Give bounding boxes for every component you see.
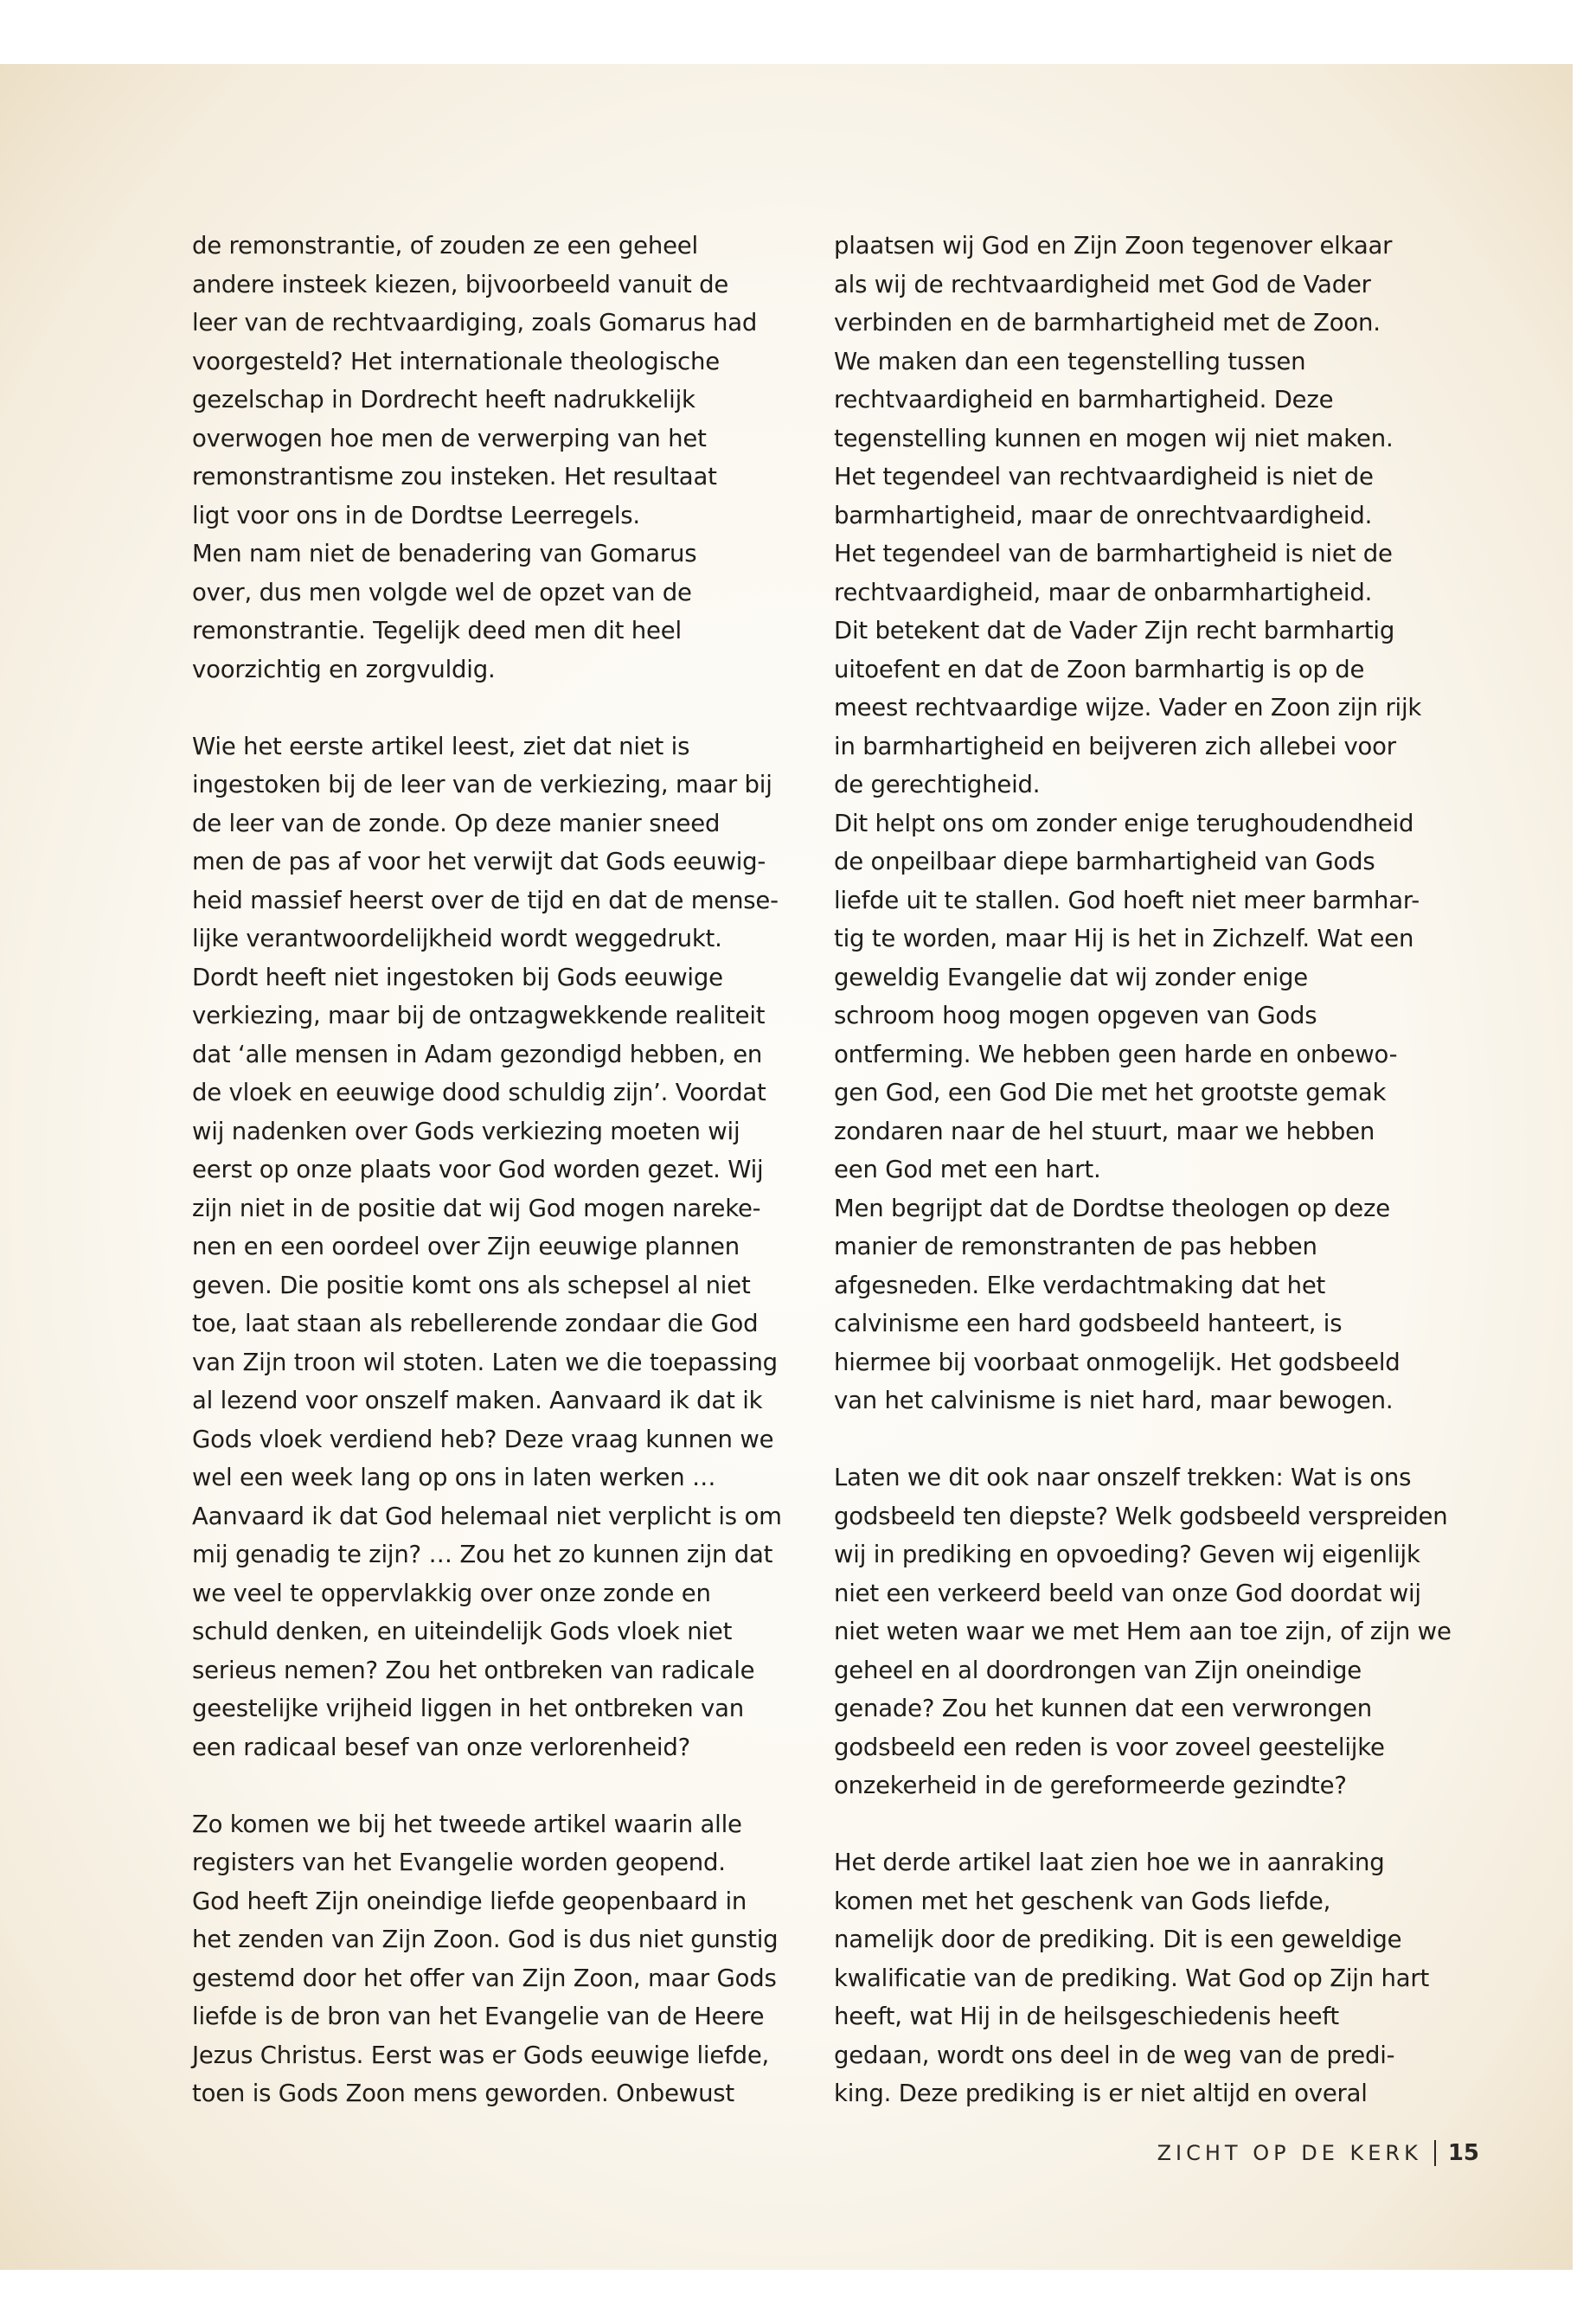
- text-line: Het tegendeel van rechtvaardigheid is niet de: [834, 463, 1374, 490]
- text-line: Gods vloek verdiend heb? Deze vraag kunnen we: [192, 1425, 774, 1453]
- text-line: registers van het Evangelie worden geopend.: [192, 1849, 726, 1876]
- text-line: We maken dan een tegenstelling tussen: [834, 347, 1306, 375]
- text-line: namelijk door de prediking. Dit is een geweldige: [834, 1926, 1402, 1953]
- text-line: schuld denken, en uiteindelijk Gods vloek niet: [192, 1618, 733, 1645]
- text-line: serieus nemen? Zou het ontbreken van radicale: [192, 1656, 755, 1684]
- text-line: onzekerheid in de gereformeerde gezindte?: [834, 1772, 1347, 1799]
- text-line: plaatsen wij God en Zijn Zoon tegenover elkaar: [834, 232, 1393, 260]
- text-line: meest rechtvaardige wijze. Vader en Zoon zijn rijk: [834, 694, 1422, 721]
- text-line: Dit betekent dat de Vader Zijn recht barmhartig: [834, 617, 1395, 644]
- text-line: hiermee bij voorbaat onmogelijk. Het godsbeeld: [834, 1348, 1401, 1376]
- text-line: wij in prediking en opvoeding? Geven wij eigenlijk: [834, 1541, 1420, 1568]
- text-line: toen is Gods Zoon mens geworden. Onbewust: [192, 2080, 735, 2107]
- text-line: het zenden van Zijn Zoon. God is dus niet gunstig: [192, 1926, 779, 1953]
- text-line: ligt voor ons in de Dordtse Leerregels.: [192, 501, 640, 529]
- text-line: Zo komen we bij het tweede artikel waarin alle: [192, 1810, 742, 1838]
- text-line: zijn niet in de positie dat wij God mogen nareke-: [192, 1194, 761, 1222]
- text-line: niet een verkeerd beeld van onze God doordat wij: [834, 1579, 1421, 1607]
- text-line: een radicaal besef van onze verlorenheid?: [192, 1733, 691, 1761]
- text-line: de leer van de zonde. Op deze manier sneed: [192, 809, 721, 837]
- text-line: een God met een hart.: [834, 1156, 1101, 1183]
- text-line: Het tegendeel van de barmhartigheid is niet de: [834, 540, 1393, 567]
- paragraph: [192, 227, 798, 689]
- text-line: God heeft Zijn oneindige liefde geopenbaard in: [192, 1887, 747, 1915]
- text-line: afgesneden. Elke verdachtmaking dat het: [834, 1271, 1326, 1299]
- text-line: geven. Die positie komt ons als schepsel al niet: [192, 1271, 751, 1299]
- page-sheet: [0, 64, 1573, 2270]
- text-line: mij genadig te zijn? … Zou het zo kunnen zijn dat: [192, 1541, 773, 1568]
- text-line: Aanvaard ik dat God helemaal niet verplicht is om: [192, 1502, 782, 1530]
- publication-title: ZICHT OP DE KERK: [1157, 2141, 1422, 2165]
- text-line: Jezus Christus. Eerst was er Gods eeuwige liefde,: [192, 2041, 770, 2069]
- text-line: Dordt heeft niet ingestoken bij Gods eeuwige: [192, 963, 723, 991]
- page-footer: [1157, 2140, 1479, 2166]
- text-line: van Zijn troon wil stoten. Laten we die toepassing: [192, 1348, 778, 1376]
- text-line: men de pas af voor het verwijt dat Gods eeuwig-: [192, 848, 766, 875]
- paragraph: [192, 1805, 798, 2113]
- text-line: liefde is de bron van het Evangelie van de Heere: [192, 2003, 765, 2030]
- text-line: ontferming. We hebben geen harde en onbewo-: [834, 1040, 1398, 1068]
- text-line: de gerechtigheid.: [834, 771, 1041, 798]
- text-line: tegenstelling kunnen en mogen wij niet maken.: [834, 424, 1394, 452]
- text-line: heeft, wat Hij in de heilsgeschiedenis heeft: [834, 2003, 1339, 2030]
- text-line: niet weten waar we met Hem aan toe zijn, of zijn we: [834, 1618, 1452, 1645]
- text-line: nen en een oordeel over Zijn eeuwige plannen: [192, 1233, 740, 1260]
- text-line: gedaan, wordt ons deel in de weg van de predi-: [834, 2041, 1395, 2069]
- text-line: heid massief heerst over de tijd en dat de mense-: [192, 886, 779, 914]
- text-line: remonstrantie. Tegelijk deed men dit heel: [192, 617, 682, 644]
- text-line: van het calvinisme is niet hard, maar bewogen.: [834, 1387, 1394, 1414]
- paragraph: [834, 1843, 1439, 2113]
- text-line: remonstrantisme zou insteken. Het resultaat: [192, 463, 717, 490]
- text-line: genade? Zou het kunnen dat een verwrongen: [834, 1695, 1372, 1722]
- text-line: komen met het geschenk van Gods liefde,: [834, 1887, 1331, 1915]
- text-line: verkiezing, maar bij de ontzagwekkende realiteit: [192, 1002, 766, 1029]
- text-line: over, dus men volgde wel de opzet van de: [192, 578, 692, 606]
- text-line: voorzichtig en zorgvuldig.: [192, 655, 496, 683]
- text-line: gezelschap in Dordrecht heeft nadrukkelijk: [192, 386, 695, 413]
- text-line: overwogen hoe men de verwerping van het: [192, 424, 707, 452]
- text-line: toe, laat staan als rebellerende zondaar die God: [192, 1310, 759, 1337]
- page-number: 15: [1447, 2140, 1479, 2166]
- text-line: wel een week lang op ons in laten werken …: [192, 1464, 716, 1491]
- text-line: calvinisme een hard godsbeeld hanteert, is: [834, 1310, 1343, 1337]
- left-text-column: [192, 227, 798, 2151]
- text-line: godsbeeld een reden is voor zoveel geestelijke: [834, 1733, 1385, 1761]
- text-line: geweldig Evangelie dat wij zonder enige: [834, 963, 1308, 991]
- text-line: barmhartigheid, maar de onrechtvaardigheid.: [834, 501, 1373, 529]
- text-line: dat ‘alle mensen in Adam gezondigd hebben, en: [192, 1040, 763, 1068]
- text-line: geestelijke vrijheid liggen in het ontbreken van: [192, 1695, 744, 1722]
- text-line: king. Deze prediking is er niet altijd en overal: [834, 2080, 1368, 2107]
- text-line: rechtvaardigheid en barmhartigheid. Deze: [834, 386, 1334, 413]
- text-line: Dit helpt ons om zonder enige terughoudendheid: [834, 809, 1414, 837]
- text-line: eerst op onze plaats voor God worden gezet. Wij: [192, 1156, 764, 1183]
- footer-divider: [1434, 2140, 1436, 2166]
- paragraph: [834, 227, 1439, 1420]
- text-line: manier de remonstranten de pas hebben: [834, 1233, 1317, 1260]
- text-line: de remonstrantie, of zouden ze een geheel: [192, 232, 698, 260]
- text-line: Laten we dit ook naar onszelf trekken: Wat is ons: [834, 1464, 1412, 1491]
- text-line: in barmhartigheid en beijveren zich allebei voor: [834, 732, 1396, 760]
- text-line: verbinden en de barmhartigheid met de Zoon.: [834, 309, 1381, 336]
- text-line: Men nam niet de benadering van Gomarus: [192, 540, 697, 567]
- text-line: leer van de rechtvaardiging, zoals Gomarus had: [192, 309, 758, 336]
- text-line: ingestoken bij de leer van de verkiezing, maar bij: [192, 771, 772, 798]
- text-line: gen God, een God Die met het grootste gemak: [834, 1079, 1387, 1106]
- paragraph: [834, 1458, 1452, 1805]
- text-line: voorgesteld? Het internationale theologische: [192, 347, 720, 375]
- text-line: de onpeilbaar diepe barmhartigheid van Gods: [834, 848, 1375, 875]
- text-line: zondaren naar de hel stuurt, maar we hebben: [834, 1117, 1375, 1145]
- text-line: al lezend voor onszelf maken. Aanvaard ik dat ik: [192, 1387, 763, 1414]
- text-line: wij nadenken over Gods verkiezing moeten wij: [192, 1117, 740, 1145]
- paragraph: [192, 727, 798, 1767]
- text-line: geheel en al doordrongen van Zijn oneindige: [834, 1656, 1362, 1684]
- text-line: we veel te oppervlakkig over onze zonde en: [192, 1579, 711, 1607]
- text-line: de vloek en eeuwige dood schuldig zijn’. Voordat: [192, 1079, 766, 1106]
- text-line: Men begrijpt dat de Dordtse theologen op deze: [834, 1194, 1390, 1222]
- text-line: schroom hoog mogen opgeven van Gods: [834, 1002, 1317, 1029]
- text-line: Wie het eerste artikel leest, ziet dat niet is: [192, 732, 690, 760]
- text-line: kwalificatie van de prediking. Wat God op Zijn hart: [834, 1964, 1430, 1992]
- text-line: godsbeeld ten diepste? Welk godsbeeld verspreiden: [834, 1502, 1448, 1530]
- text-line: andere insteek kiezen, bijvoorbeeld vanuit de: [192, 270, 729, 298]
- text-line: tig te worden, maar Hij is het in Zichzelf. Wat een: [834, 925, 1414, 952]
- text-line: gestemd door het offer van Zijn Zoon, maar Gods: [192, 1964, 777, 1992]
- text-line: rechtvaardigheid, maar de onbarmhartigheid.: [834, 578, 1373, 606]
- text-line: uitoefent en dat de Zoon barmhartig is op de: [834, 655, 1365, 683]
- right-text-column: [834, 227, 1452, 2151]
- text-line: Het derde artikel laat zien hoe we in aanraking: [834, 1849, 1385, 1876]
- text-line: als wij de rechtvaardigheid met God de Vader: [834, 270, 1371, 298]
- text-line: lijke verantwoordelijkheid wordt weggedrukt.: [192, 925, 722, 952]
- text-line: liefde uit te stallen. God hoeft niet meer barmhar-: [834, 886, 1420, 914]
